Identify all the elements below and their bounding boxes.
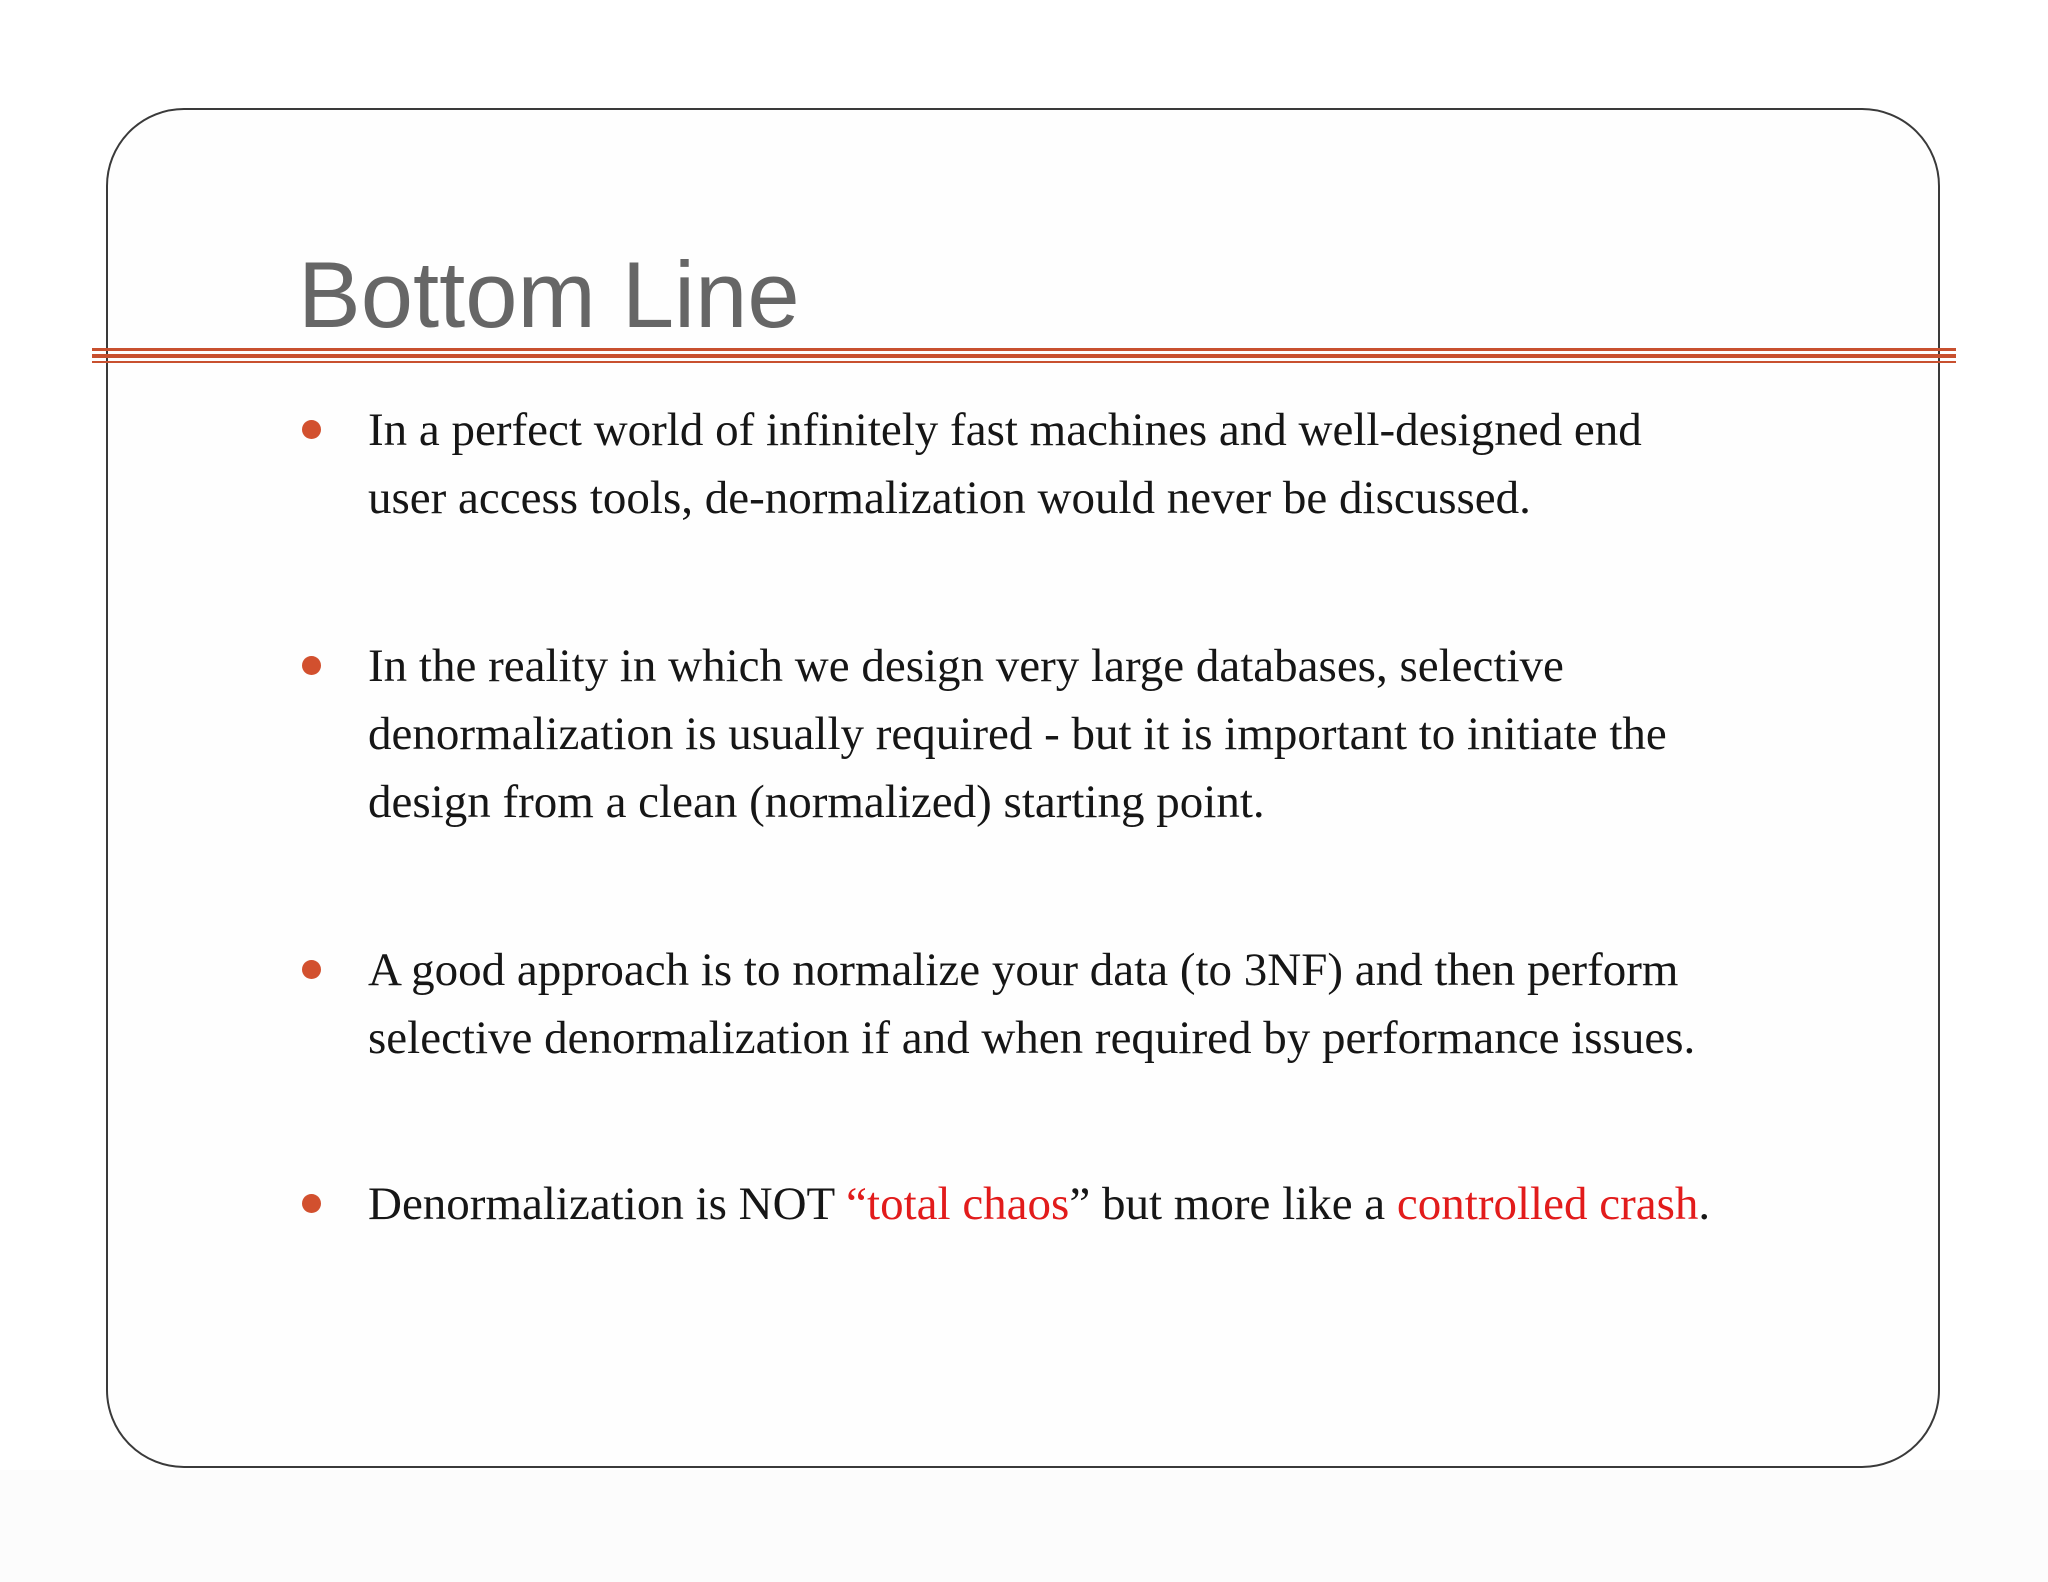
bullet-item: [368, 632, 1848, 836]
bullet-text-segment: .: [1698, 1178, 1711, 1230]
bullet-text-segment: ” but more like a: [1069, 1178, 1397, 1230]
bullet-item: [368, 1170, 1848, 1238]
bullet-text: In the reality in which we design very large databases, selective denormalization is usually required - but it is important to initiate the design from a clean (normalized) starting point.: [368, 640, 1667, 828]
highlight-controlled-crash: controlled crash: [1396, 1178, 1699, 1230]
bullet-dot-icon: [302, 656, 321, 675]
bullet-dot-icon: [302, 420, 321, 439]
slide-title: Bottom Line: [298, 242, 800, 347]
bullet-text-segment: Denormalization is NOT: [368, 1178, 847, 1230]
bullet-text: A good approach is to normalize your data (to 3NF) and then perform selective denormalization if and when required by performance issues.: [368, 944, 1696, 1064]
highlight-total-chaos: “total chaos: [846, 1178, 1070, 1230]
bullet-dot-icon: [302, 960, 321, 979]
bullet-dot-icon: [302, 1194, 321, 1213]
bullet-item: [368, 936, 1848, 1072]
bullet-item: [368, 396, 1848, 532]
bullet-text: In a perfect world of infinitely fast machines and well-designed end user access tools, de-normalization would never be discussed.: [368, 404, 1642, 524]
bullet-text: [368, 1170, 1848, 1238]
